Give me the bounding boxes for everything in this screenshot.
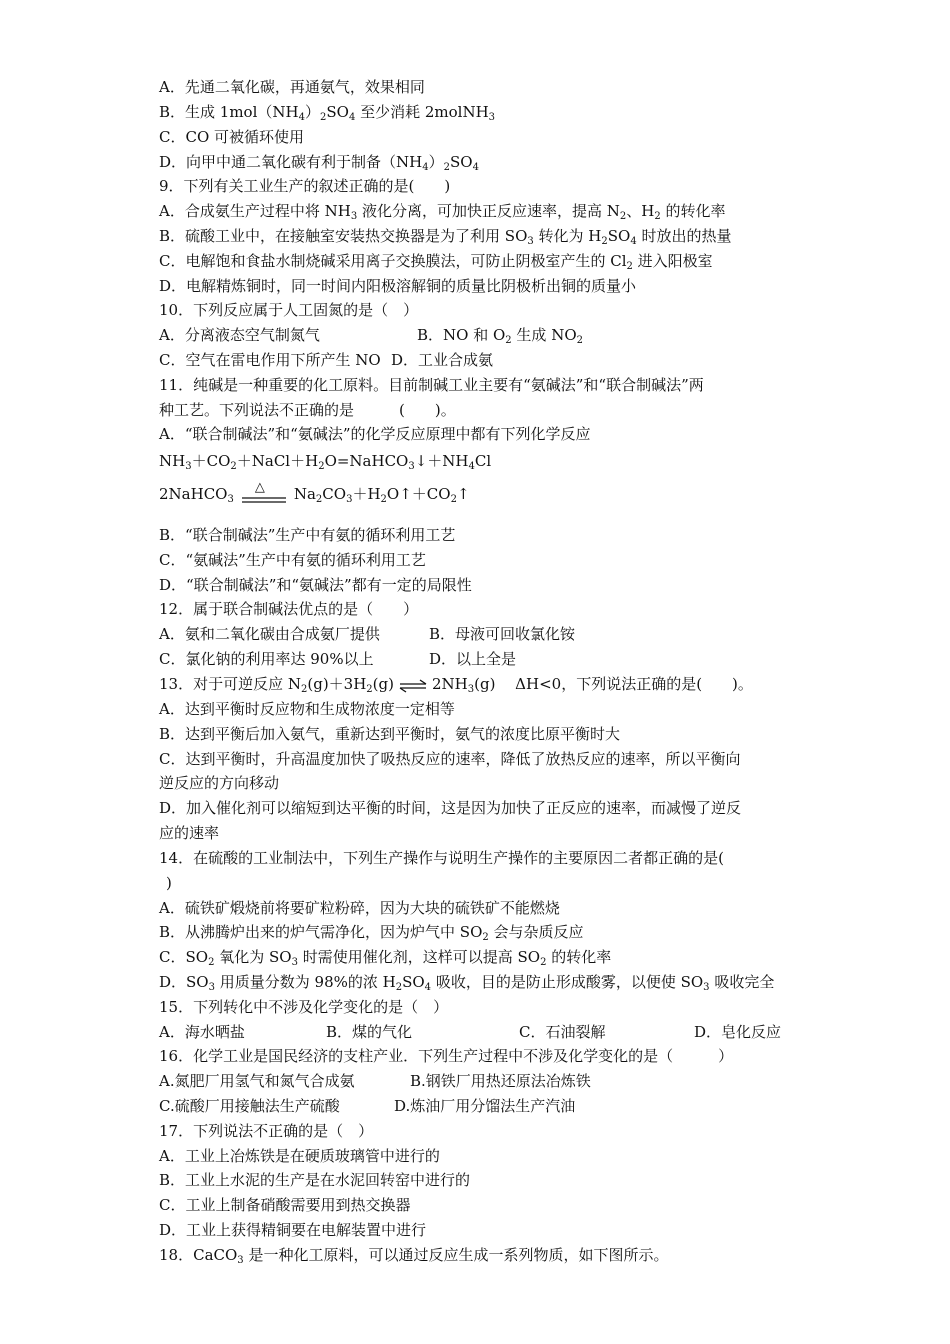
q16-option-d [394,1096,575,1116]
text-run: 11．纯碱是一种重要的化工原料。目前制碱工业主要有“氨碱法”和“联合制碱法”两 [159,376,704,394]
subscript: 3 [408,461,415,472]
q12-stem [159,599,418,619]
text-run: 17．下列说法不正确的是（ ） [159,1122,374,1140]
subscript: 3 [467,684,475,695]
q16-options-row2 [159,1096,575,1116]
q12-option-b [429,624,575,644]
subscript: 2 [619,211,627,222]
text-run: 时放出的热量 [636,227,732,245]
subscript: 3 [488,112,496,123]
q12-options-row1 [159,624,575,644]
text-run: A.氮肥厂用氢气和氮气合成氨 [159,1072,355,1090]
heat-triangle-icon: △ [254,480,265,495]
text-run: C．工业上制备硝酸需要用到热交换器 [159,1196,411,1214]
q10-option-a [159,325,417,345]
text-run: C．石油裂解 [519,1023,606,1041]
text-run: SO [607,227,631,245]
text-run: D．向甲中通二氧化碳有利于制备（NH [159,153,423,171]
text-run: C．达到平衡时，升高温度加快了吸热反应的速率，降低了放热反应的速率，所以平衡向 [159,750,741,768]
q17-option-a [159,1146,440,1166]
text-run: D．电解精炼铜时，同一时间内阳极溶解铜的质量比阴极析出铜的质量小 [159,277,637,295]
q14-stem-line1 [159,848,724,868]
subscript: 3 [208,982,215,993]
q11-option-a [159,424,591,444]
q14-option-a [159,898,560,918]
subscript: 4 [468,461,475,472]
text-run: B.钢铁厂用热还原法冶炼铁 [410,1072,591,1090]
text-run: B．煤的气化 [326,1023,413,1041]
q12-options-row2 [159,649,516,669]
text-run: C.硫酸厂用接触法生产硫酸 [159,1097,340,1115]
q16-option-a [159,1071,410,1091]
subscript: 2 [626,261,633,272]
text-run: 进入阳极室 [632,252,713,270]
subscript: 2 [601,236,608,247]
q14-option-c [159,947,611,967]
subscript: 2 [540,957,547,968]
text-run: (g) ΔH<0，下列说法正确的是( )。 [474,675,753,693]
text-run: 是一种化工原料，可以通过反应生成一系列物质，如下图所示。 [243,1246,669,1264]
subscript: 4 [630,236,637,247]
subscript: 2 [482,932,489,943]
text-run: 吸收完全 [709,973,775,991]
text-run: A．合成氨生产过程中将 NH [159,202,351,220]
text-run: C．“氨碱法”生产中有氨的循环利用工艺 [159,551,426,569]
q12-option-a [159,624,429,644]
q13-option-b [159,724,620,744]
subscript: 2 [318,461,325,472]
q10-options-row1 [159,325,583,345]
subscript: 4 [298,112,305,123]
q10-stem [159,300,418,320]
q8-option-b [159,102,495,122]
q8-option-c [159,127,304,147]
text-run: D．工业合成氨 [391,351,494,369]
q15-option-a [159,1022,326,1042]
text-run: SO [326,103,349,121]
subscript: 3 [527,236,534,247]
text-run: A．先通二氧化碳，再通氨气，效果相同 [159,78,425,96]
text-run: 生成 NO [511,326,577,344]
text-run: ） [428,153,444,171]
text-run: 16．化学工业是国民经济的支柱产业．下列生产过程中不涉及化学变化的是（ ） [159,1047,734,1065]
text-run: 液化分离，可加快正反应速率，提高 N [357,202,620,220]
text-run: D．加入催化剂可以缩短到达平衡的时间，这是因为加快了正反应的速率，而减慢了逆反 [159,799,742,817]
subscript: 2 [300,684,308,695]
subscript: 2 [380,494,387,505]
text-run: O=NaHCO [324,452,409,470]
text-run: 时需使用催化剂，这样可以提高 SO [297,948,541,966]
text-run: 转化为 H [533,227,602,245]
subscript: 2 [505,335,512,346]
text-run: D．工业上获得精铜要在电解装置中进行 [159,1221,427,1239]
text-run: 10．下列反应属于人工固氮的是（ ） [159,301,419,319]
text-run: 会与杂质反应 [488,923,584,941]
subscript: 2 [319,112,327,123]
q13-option-c-line1 [159,749,740,769]
equilibrium-arrow-icon [398,678,428,692]
subscript: 3 [291,957,298,968]
subscript: 2 [208,957,215,968]
subscript: 2 [576,335,583,346]
subscript: 3 [237,1255,244,1266]
text-run: 14．在硫酸的工业制法中，下列生产操作与说明生产操作的主要原因二者都正确的是( [159,849,724,867]
q14-option-b [159,922,584,942]
text-run: Na [293,485,316,503]
text-run: B．生成 1mol（NH [159,103,299,121]
text-run: 18．CaCO [159,1246,238,1264]
text-run: 的转化率 [546,948,612,966]
q11-equation-2 [159,480,470,505]
q9-option-a [159,201,725,221]
subscript: 3 [227,494,234,505]
q9-option-c [159,251,713,271]
text-run: ＋CO [191,452,231,470]
subscript: 2 [443,162,450,173]
text-run: B．硫酸工业中，在接触室安装热交换器是为了利用 SO [159,227,528,245]
q13-stem [159,674,753,694]
text-run: SO [402,973,425,991]
text-run: 逆反应的方向移动 [159,774,280,792]
q10-options-row2 [159,350,493,370]
q10-option-b [417,325,583,345]
subscript: 4 [422,162,429,173]
q10-option-c [159,350,391,370]
text-run: 用质量分数为 98%的浓 H [214,973,396,991]
q11-stem-line1 [159,375,704,395]
q9-option-b [159,226,731,246]
text-run: 的转化率 [660,202,726,220]
text-run: D．“联合制碱法”和“氨碱法”都有一定的局限性 [159,576,472,594]
q14-option-d [159,972,774,992]
text-run: A．硫铁矿煅烧前将要矿粒粉碎，因为大块的硫铁矿不能燃烧 [159,899,560,917]
q16-stem [159,1046,733,1066]
text-run: C．空气在雷电作用下所产生 NO [159,351,381,369]
subscript: 3 [346,494,353,505]
text-run: B．NO 和 O [417,326,506,344]
q11-option-b [159,525,455,545]
q15-stem [159,997,448,1017]
text-run: B．从沸腾炉出来的炉气需净化，因为炉气中 SO [159,923,483,941]
q11-option-d [159,575,472,595]
text-run: D．皂化反应 [694,1023,782,1041]
text-run: 种工艺。下列说法不正确的是 ( )。 [159,401,456,419]
q17-stem [159,1121,373,1141]
text-run: A．海水晒盐 [159,1023,245,1041]
q8-option-a [159,77,425,97]
text-run: A．达到平衡时反应物和生成物浓度一定相等 [159,700,455,718]
subscript: 4 [472,162,479,173]
heating-condition-sign [240,480,288,504]
text-run: ↑ [456,485,470,503]
text-run: ＋NaCl＋H [236,452,319,470]
q10-option-d [391,350,493,370]
text-run: 吸收，目的是防止形成酸雾，以便使 SO [431,973,704,991]
q16-option-c [159,1096,394,1116]
text-run: SO [450,153,473,171]
text-run: A．分离液态空气制氮气 [159,326,320,344]
text-run: 15．下列转化中不涉及化学变化的是（ ） [159,998,449,1016]
text-run: ＋H [352,485,381,503]
subscript: 2 [395,982,403,993]
q17-option-b [159,1170,470,1190]
text-run: C．电解饱和食盐水制烧碱采用离子交换膜法，可防止阴极室产生的 Cl [159,252,627,270]
text-run: Cl [474,452,492,470]
q13-option-a [159,699,455,719]
text-run: 2NaHCO [159,485,228,503]
text-run: C．SO [159,948,209,966]
q12-option-c [159,649,429,669]
text-run: D.炼油厂用分馏法生产汽油 [394,1097,576,1115]
q15-option-c [519,1022,694,1042]
text-run: C．氯化钠的利用率达 90%以上 [159,650,374,668]
q11-equation-1 [159,451,491,471]
text-run: 12．属于联合制碱法优点的是（ ） [159,600,419,618]
subscript: 3 [703,982,710,993]
text-run: D．以上全是 [429,650,517,668]
subscript: 3 [350,211,358,222]
q17-option-d [159,1220,426,1240]
q13-option-d-line2 [159,823,219,843]
text-run: ) [166,874,172,892]
q12-option-d [429,649,516,669]
subscript: 2 [366,684,373,695]
q17-option-c [159,1195,410,1215]
text-run: ） [304,103,320,121]
text-run: B．工业上水泥的生产是在水泥回转窑中进行的 [159,1171,471,1189]
subscript: 3 [185,461,192,472]
q13-option-c-line2 [159,773,279,793]
subscript: 2 [315,494,323,505]
q18-stem [159,1245,668,1265]
subscript: 2 [450,494,457,505]
text-run: A．工业上冶炼铁是在硬质玻璃管中进行的 [159,1147,440,1165]
q15-option-b [326,1022,519,1042]
q15-option-d [694,1022,781,1042]
text-run: 氧化为 SO [214,948,292,966]
text-run: CO [322,485,347,503]
text-run: 、H [626,202,655,220]
q14-stem-line2 [166,873,172,893]
q13-option-d-line1 [159,798,741,818]
text-run: B．达到平衡后加入氨气，重新达到平衡时，氨气的浓度比原平衡时大 [159,725,621,743]
text-run: D．SO [159,973,209,991]
text-run: C．CO 可被循环使用 [159,128,305,146]
q16-options-row1 [159,1071,591,1091]
text-run: B．母液可回收氯化铵 [429,625,576,643]
text-run: 至少消耗 2molNH [355,103,489,121]
text-run: 应的速率 [159,824,220,842]
text-run: A．“联合制碱法”和“氨碱法”的化学反应原理中都有下列化学反应 [159,425,591,443]
q15-options-row [159,1022,781,1042]
text-run: 9．下列有关工业生产的叙述正确的是( ) [159,177,451,195]
q9-stem [159,176,450,196]
text-run: B．“联合制碱法”生产中有氨的循环利用工艺 [159,526,456,544]
q11-option-c [159,550,426,570]
q16-option-b [410,1071,591,1091]
text-run: 13．对于可逆反应 N [159,675,301,693]
q8-option-d [159,152,479,172]
text-run: (g)＋3H [307,675,367,693]
text-run: NH [159,452,186,470]
text-run: A．氨和二氧化碳由合成氨厂提供 [159,625,380,643]
subscript: 2 [654,211,661,222]
subscript: 4 [424,982,432,993]
text-run: O↑＋CO [386,485,451,503]
text-run: ↓＋NH [414,452,469,470]
q11-stem-line2 [159,400,456,420]
subscript: 2 [230,461,237,472]
q9-option-d [159,276,636,296]
text-run: (g) [372,675,394,693]
subscript: 4 [348,112,356,123]
text-run: 2NH [431,675,468,693]
